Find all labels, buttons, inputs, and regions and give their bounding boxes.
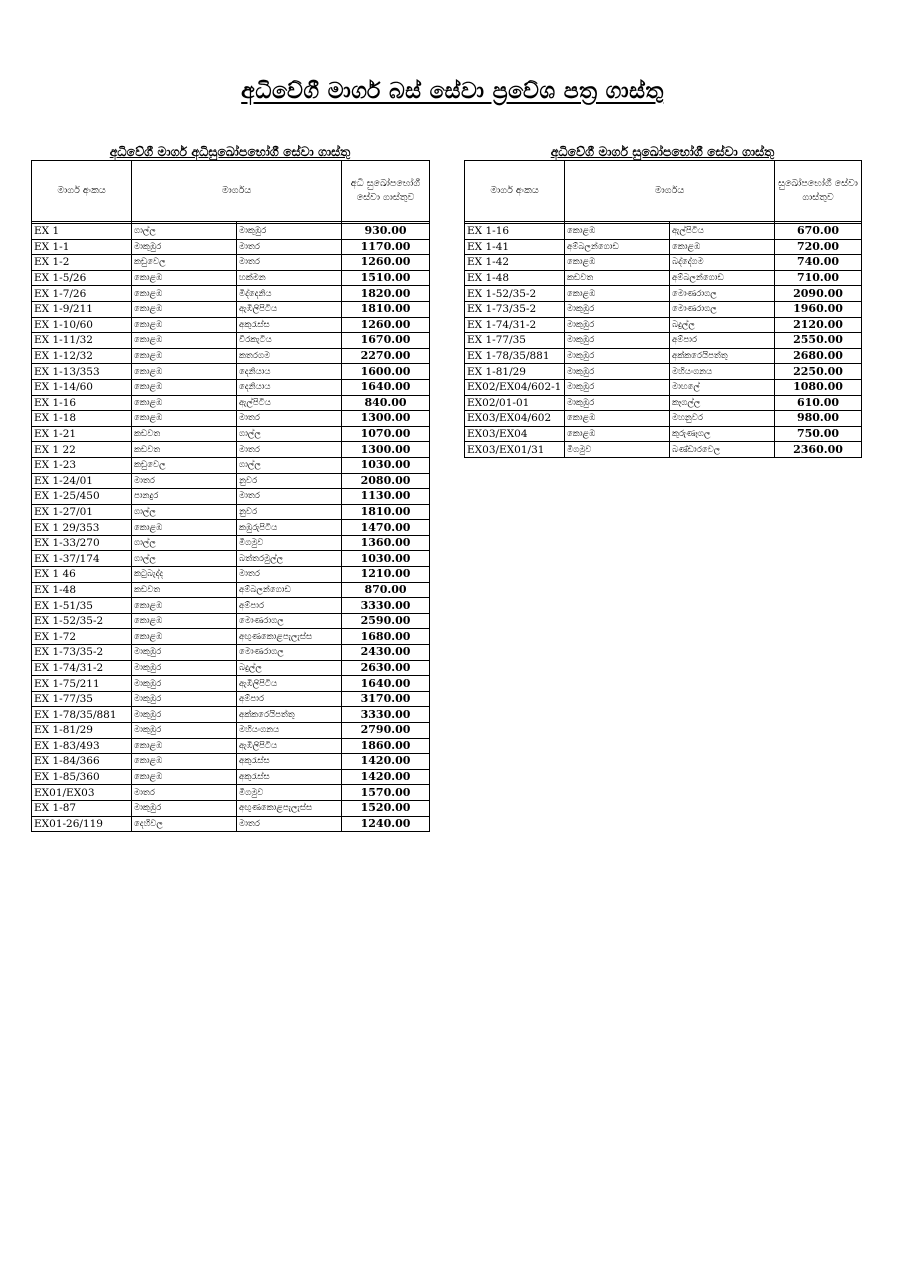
route-code-cell: EX 1-33/270 xyxy=(32,535,132,551)
table-row xyxy=(32,395,430,411)
table-row xyxy=(32,239,430,255)
route-to-cell: මහියංගනය xyxy=(237,723,342,739)
table-row xyxy=(465,270,862,286)
route-to-cell: කුරුණෑගල xyxy=(670,426,775,442)
route-to-cell: ඇල්පිටිය xyxy=(237,395,342,411)
route-from-cell: කඩවත xyxy=(565,270,670,286)
table-row xyxy=(32,333,430,349)
fare-cell: 2550.00 xyxy=(775,333,862,349)
table-row xyxy=(32,660,430,676)
route-from-cell: කොළඹ xyxy=(132,379,237,395)
luxury-table-body xyxy=(465,222,862,458)
fare-cell: 980.00 xyxy=(775,411,862,427)
route-code-cell: EX 1-10/60 xyxy=(32,317,132,333)
table-row xyxy=(465,255,862,271)
super-luxury-fare-table xyxy=(31,160,430,832)
route-from-cell: මාකුඹුර xyxy=(132,723,237,739)
table-row xyxy=(465,239,862,255)
route-code-cell: EX 1-74/31-2 xyxy=(465,317,565,333)
fare-cell: 1360.00 xyxy=(342,535,430,551)
route-to-cell: නුවර xyxy=(237,504,342,520)
header-route: මාර්ගය xyxy=(132,161,342,222)
table-row xyxy=(465,348,862,364)
route-to-cell: ඇඹිලිපිටිය xyxy=(237,301,342,317)
route-from-cell: කොළඹ xyxy=(565,255,670,271)
route-from-cell: කොළඹ xyxy=(565,286,670,302)
table-row xyxy=(32,551,430,567)
route-to-cell: අක්කරෙයිපත්තු xyxy=(237,707,342,723)
route-from-cell: කඩවත xyxy=(132,442,237,458)
fare-cell: 1260.00 xyxy=(342,255,430,271)
route-to-cell: අක්කරෙයිපත්තු xyxy=(670,348,775,364)
fare-cell: 1570.00 xyxy=(342,785,430,801)
route-code-cell: EX01/EX03 xyxy=(32,785,132,801)
fare-cell: 840.00 xyxy=(342,395,430,411)
route-to-cell: මොණරාගල xyxy=(237,613,342,629)
route-to-cell: අම්බලන්ගොඩ xyxy=(237,582,342,598)
route-code-cell: EX 1-84/366 xyxy=(32,754,132,770)
route-code-cell: EX03/EX01/31 xyxy=(465,442,565,458)
route-to-cell: මාතර xyxy=(237,567,342,583)
route-code-cell: EX 1-37/174 xyxy=(32,551,132,567)
route-code-cell: EX 1-12/32 xyxy=(32,348,132,364)
fare-cell: 750.00 xyxy=(775,426,862,442)
route-to-cell: මාතර xyxy=(237,255,342,271)
table-row xyxy=(32,504,430,520)
route-code-cell: EX 1-9/211 xyxy=(32,301,132,317)
route-code-cell: EX03/EX04 xyxy=(465,426,565,442)
table-row xyxy=(32,582,430,598)
table-row xyxy=(465,317,862,333)
fare-cell: 1640.00 xyxy=(342,676,430,692)
route-code-cell: EX 1-48 xyxy=(32,582,132,598)
route-from-cell: කොළඹ xyxy=(132,613,237,629)
header-route-no: මාර්ග අංකය xyxy=(32,161,132,222)
route-code-cell: EX 1-27/01 xyxy=(32,504,132,520)
fare-cell: 2080.00 xyxy=(342,473,430,489)
route-code-cell: EX 1-72 xyxy=(32,629,132,645)
route-to-cell: ඇඹිලිපිටිය xyxy=(237,738,342,754)
table-row xyxy=(32,723,430,739)
super-luxury-table-title: අධිවේගී මාර්ග අධිසුඛෝපභෝගී සේවා ගාස්තු xyxy=(109,144,351,159)
route-from-cell: කොළඹ xyxy=(132,333,237,349)
route-to-cell: දෙනියාය xyxy=(237,364,342,380)
table-row xyxy=(32,520,430,536)
route-to-cell: මීගමුව xyxy=(237,785,342,801)
table-row xyxy=(32,224,430,240)
table-row xyxy=(32,754,430,770)
route-from-cell: කොළඹ xyxy=(132,769,237,785)
route-from-cell: අම්බලන්ගොඩ xyxy=(565,239,670,255)
table-row xyxy=(32,411,430,427)
route-from-cell: ගාල්ල xyxy=(132,551,237,567)
route-to-cell: මාතර xyxy=(237,489,342,505)
route-to-cell: මහියංගනය xyxy=(670,364,775,380)
table-row xyxy=(32,286,430,302)
route-from-cell: කොළඹ xyxy=(132,754,237,770)
route-from-cell: මාකුඹුර xyxy=(132,691,237,707)
route-to-cell: කෑගල්ල xyxy=(670,395,775,411)
luxury-fare-table xyxy=(464,160,862,458)
route-to-cell: අකුරැස්ස xyxy=(237,754,342,770)
table-row xyxy=(32,785,430,801)
route-code-cell: EX 1-18 xyxy=(32,411,132,427)
fare-cell: 1520.00 xyxy=(342,800,430,816)
route-to-cell: ගාල්ල xyxy=(237,426,342,442)
route-from-cell: මාකුඹුර xyxy=(565,379,670,395)
route-to-cell: නුවර xyxy=(237,473,342,489)
route-code-cell: EX 1-23 xyxy=(32,457,132,473)
table-row xyxy=(465,224,862,240)
fare-cell: 2270.00 xyxy=(342,348,430,364)
route-code-cell: EX 1-77/35 xyxy=(32,691,132,707)
route-to-cell: කඹුරුපිටිය xyxy=(237,520,342,536)
route-code-cell: EX 1-52/35-2 xyxy=(465,286,565,302)
route-from-cell: කටුබැද්ද xyxy=(132,567,237,583)
route-from-cell: කොළඹ xyxy=(132,348,237,364)
table-row xyxy=(465,379,862,395)
fare-cell: 3330.00 xyxy=(342,707,430,723)
fare-cell: 1170.00 xyxy=(342,239,430,255)
table-row xyxy=(32,691,430,707)
fare-cell: 720.00 xyxy=(775,239,862,255)
route-code-cell: EX 1-24/01 xyxy=(32,473,132,489)
route-from-cell: මාකුඹුර xyxy=(132,645,237,661)
fare-cell: 1810.00 xyxy=(342,301,430,317)
route-to-cell: බණ්ඩාරවෙල xyxy=(670,442,775,458)
route-from-cell: පානදුර xyxy=(132,489,237,505)
route-code-cell: EX 1-81/29 xyxy=(32,723,132,739)
table-header-row xyxy=(465,161,862,222)
route-to-cell: අම්බලන්ගොඩ xyxy=(670,270,775,286)
fare-cell: 1860.00 xyxy=(342,738,430,754)
route-to-cell: අම්පාර xyxy=(237,691,342,707)
route-to-cell: මාතර xyxy=(237,411,342,427)
route-from-cell: කොළඹ xyxy=(132,286,237,302)
fare-cell: 2630.00 xyxy=(342,660,430,676)
table-row xyxy=(465,442,862,458)
fare-cell: 1300.00 xyxy=(342,442,430,458)
route-from-cell: කඩවත xyxy=(132,582,237,598)
route-to-cell: ඇඹිලිපිටිය xyxy=(237,676,342,692)
fare-cell: 1210.00 xyxy=(342,567,430,583)
fare-cell: 1080.00 xyxy=(775,379,862,395)
fare-cell: 1070.00 xyxy=(342,426,430,442)
route-from-cell: කොළඹ xyxy=(565,411,670,427)
route-code-cell: EX 1-73/35-2 xyxy=(32,645,132,661)
table-row xyxy=(465,333,862,349)
table-header-row xyxy=(32,161,430,222)
route-code-cell: EX 1 22 xyxy=(32,442,132,458)
route-to-cell: වීරකැටිය xyxy=(237,333,342,349)
route-from-cell: ගාල්ල xyxy=(132,504,237,520)
route-to-cell: ඇල්පිටිය xyxy=(670,224,775,240)
route-to-cell: බදුල්ල xyxy=(237,660,342,676)
route-to-cell: අඟුණකොළපැලැස්ස xyxy=(237,629,342,645)
table-row xyxy=(32,379,430,395)
route-to-cell: මහනුවර xyxy=(670,411,775,427)
route-to-cell: බද්දේගම xyxy=(670,255,775,271)
table-row xyxy=(32,676,430,692)
route-code-cell: EX 1-73/35-2 xyxy=(465,301,565,317)
route-code-cell: EX 1-21 xyxy=(32,426,132,442)
table-row xyxy=(32,645,430,661)
route-code-cell: EX 1-7/26 xyxy=(32,286,132,302)
route-code-cell: EX 1-78/35/881 xyxy=(465,348,565,364)
super-luxury-table-body xyxy=(32,222,430,832)
route-to-cell: අඟුණකොළපැලැස්ස xyxy=(237,800,342,816)
fare-cell: 670.00 xyxy=(775,224,862,240)
table-row xyxy=(32,769,430,785)
fare-cell: 2590.00 xyxy=(342,613,430,629)
fare-cell: 3330.00 xyxy=(342,598,430,614)
fare-cell: 1680.00 xyxy=(342,629,430,645)
route-from-cell: මාකුඹුර xyxy=(565,395,670,411)
route-code-cell: EX 1-42 xyxy=(465,255,565,271)
route-from-cell: ගාල්ල xyxy=(132,224,237,240)
route-from-cell: කොළඹ xyxy=(132,395,237,411)
route-to-cell: අම්පාර xyxy=(670,333,775,349)
route-code-cell: EX 1-5/26 xyxy=(32,270,132,286)
fare-cell: 1960.00 xyxy=(775,301,862,317)
route-from-cell: දෙහිවල xyxy=(132,816,237,832)
route-code-cell: EX 1-77/35 xyxy=(465,333,565,349)
fare-cell: 2430.00 xyxy=(342,645,430,661)
table-row xyxy=(32,426,430,442)
route-code-cell: EX 1-85/360 xyxy=(32,769,132,785)
fare-cell: 1420.00 xyxy=(342,754,430,770)
route-code-cell: EX 1-81/29 xyxy=(465,364,565,380)
table-row xyxy=(465,286,862,302)
route-to-cell: ගාල්ල xyxy=(237,457,342,473)
table-row xyxy=(32,629,430,645)
route-from-cell: මාකුඹුර xyxy=(132,676,237,692)
page-title: අධිවේගී මාර්ග බස් සේවා ප්‍රවේශ පත්‍ර ගාස්තු xyxy=(241,78,664,104)
route-from-cell: මාකුඹුර xyxy=(132,660,237,676)
route-to-cell: හක්මන xyxy=(237,270,342,286)
fare-cell: 870.00 xyxy=(342,582,430,598)
route-from-cell: කොළඹ xyxy=(565,426,670,442)
route-code-cell: EX 1-78/35/881 xyxy=(32,707,132,723)
table-row xyxy=(32,800,430,816)
route-from-cell: කොළඹ xyxy=(132,301,237,317)
table-row xyxy=(32,567,430,583)
fare-cell: 1470.00 xyxy=(342,520,430,536)
route-from-cell: කොළඹ xyxy=(132,317,237,333)
header-fare: අධි සුඛෝපභෝගී සේවා ගාස්තුව xyxy=(342,161,430,222)
route-to-cell: මොණරාගල xyxy=(670,286,775,302)
table-row xyxy=(465,411,862,427)
route-code-cell: EX 1-87 xyxy=(32,800,132,816)
route-to-cell: මාකුඹුර xyxy=(237,224,342,240)
route-to-cell: මොණරාගල xyxy=(237,645,342,661)
table-row xyxy=(32,364,430,380)
fare-cell: 1130.00 xyxy=(342,489,430,505)
fare-cell: 1600.00 xyxy=(342,364,430,380)
fare-cell: 2120.00 xyxy=(775,317,862,333)
route-from-cell: මාකුඹුර xyxy=(565,348,670,364)
route-to-cell: බත්තරමුල්ල xyxy=(237,551,342,567)
header-route-no: මාර්ග අංකය xyxy=(465,161,565,222)
table-row xyxy=(32,535,430,551)
route-code-cell: EX 1-11/32 xyxy=(32,333,132,349)
fare-cell: 1030.00 xyxy=(342,457,430,473)
route-code-cell: EX 1 29/353 xyxy=(32,520,132,536)
header-route: මාර්ගය xyxy=(565,161,775,222)
route-from-cell: කොළඹ xyxy=(132,629,237,645)
route-from-cell: මාකුඹුර xyxy=(565,333,670,349)
fare-cell: 1420.00 xyxy=(342,769,430,785)
table-row xyxy=(32,442,430,458)
route-from-cell: කොළඹ xyxy=(132,411,237,427)
route-from-cell: කොළඹ xyxy=(132,738,237,754)
route-code-cell: EX02/01-01 xyxy=(465,395,565,411)
route-to-cell: අකුරැස්ස xyxy=(237,317,342,333)
route-to-cell: කොළඹ xyxy=(670,239,775,255)
route-code-cell: EX 1-13/353 xyxy=(32,364,132,380)
fare-cell: 1820.00 xyxy=(342,286,430,302)
route-code-cell: EX 1-74/31-2 xyxy=(32,660,132,676)
route-code-cell: EX01-26/119 xyxy=(32,816,132,832)
luxury-table-title: අධිවේගී මාර්ග සුඛෝපභෝගී සේවා ගාස්තු xyxy=(550,144,775,159)
fare-cell: 1640.00 xyxy=(342,379,430,395)
fare-cell: 2680.00 xyxy=(775,348,862,364)
fare-cell: 710.00 xyxy=(775,270,862,286)
table-row xyxy=(32,707,430,723)
route-to-cell: මාතර xyxy=(237,816,342,832)
route-from-cell: මාකුඹුර xyxy=(565,317,670,333)
table-row xyxy=(465,426,862,442)
fare-cell: 2790.00 xyxy=(342,723,430,739)
fare-cell: 1510.00 xyxy=(342,270,430,286)
table-row xyxy=(32,457,430,473)
route-code-cell: EX 1-48 xyxy=(465,270,565,286)
fare-cell: 1030.00 xyxy=(342,551,430,567)
table-row xyxy=(32,598,430,614)
route-from-cell: කොළඹ xyxy=(132,598,237,614)
route-from-cell: කඩුවෙල xyxy=(132,457,237,473)
route-to-cell: මීගමුව xyxy=(237,535,342,551)
fare-cell: 1260.00 xyxy=(342,317,430,333)
fare-cell: 1670.00 xyxy=(342,333,430,349)
route-from-cell: මාකුඹුර xyxy=(565,364,670,380)
table-row xyxy=(32,317,430,333)
fare-cell: 610.00 xyxy=(775,395,862,411)
fare-cell: 930.00 xyxy=(342,224,430,240)
route-code-cell: EX03/EX04/602 xyxy=(465,411,565,427)
route-from-cell: මාතර xyxy=(132,473,237,489)
table-row xyxy=(32,489,430,505)
route-from-cell: කොළඹ xyxy=(132,364,237,380)
header-fare: සුඛෝපභෝගී සේවා ගාස්තුව xyxy=(775,161,862,222)
route-from-cell: මාකුඹුර xyxy=(565,301,670,317)
route-from-cell: මාකුඹුර xyxy=(132,800,237,816)
route-code-cell: EX 1-41 xyxy=(465,239,565,255)
route-from-cell: මාතර xyxy=(132,785,237,801)
table-row xyxy=(465,395,862,411)
fare-cell: 1810.00 xyxy=(342,504,430,520)
route-to-cell: මාතර xyxy=(237,442,342,458)
route-from-cell: කොළඹ xyxy=(132,270,237,286)
route-code-cell: EX 1-52/35-2 xyxy=(32,613,132,629)
route-from-cell: කඩවත xyxy=(132,426,237,442)
route-to-cell: මාහලේ xyxy=(670,379,775,395)
route-to-cell: බදුල්ල xyxy=(670,317,775,333)
table-row xyxy=(465,364,862,380)
fare-cell: 2090.00 xyxy=(775,286,862,302)
route-from-cell: කොළඹ xyxy=(565,224,670,240)
fare-cell: 1240.00 xyxy=(342,816,430,832)
route-from-cell: කඩුවෙල xyxy=(132,255,237,271)
table-row xyxy=(32,473,430,489)
route-from-cell: මාකුඹුර xyxy=(132,707,237,723)
route-code-cell: EX 1-25/450 xyxy=(32,489,132,505)
route-from-cell: කොළඹ xyxy=(132,520,237,536)
route-to-cell: මාතර xyxy=(237,239,342,255)
route-from-cell: ගාල්ල xyxy=(132,535,237,551)
route-code-cell: EX 1-14/60 xyxy=(32,379,132,395)
table-row xyxy=(465,301,862,317)
table-row xyxy=(32,301,430,317)
table-row xyxy=(32,816,430,832)
route-code-cell: EX 1-1 xyxy=(32,239,132,255)
route-to-cell: මොණරාගල xyxy=(670,301,775,317)
table-row xyxy=(32,738,430,754)
fare-cell: 2360.00 xyxy=(775,442,862,458)
table-row xyxy=(32,348,430,364)
route-code-cell: EX02/EX04/602-1 xyxy=(465,379,565,395)
table-row xyxy=(32,613,430,629)
route-to-cell: අම්පාර xyxy=(237,598,342,614)
fare-cell: 3170.00 xyxy=(342,691,430,707)
route-code-cell: EX 1-83/493 xyxy=(32,738,132,754)
table-row xyxy=(32,270,430,286)
route-code-cell: EX 1 xyxy=(32,224,132,240)
fare-cell: 740.00 xyxy=(775,255,862,271)
route-code-cell: EX 1 46 xyxy=(32,567,132,583)
route-code-cell: EX 1-75/211 xyxy=(32,676,132,692)
route-code-cell: EX 1-16 xyxy=(32,395,132,411)
route-to-cell: මිද්දෙනිය xyxy=(237,286,342,302)
fare-cell: 1300.00 xyxy=(342,411,430,427)
table-row xyxy=(32,255,430,271)
route-code-cell: EX 1-51/35 xyxy=(32,598,132,614)
route-to-cell: දෙනියාය xyxy=(237,379,342,395)
route-to-cell: අකුරැස්ස xyxy=(237,769,342,785)
route-code-cell: EX 1-16 xyxy=(465,224,565,240)
route-code-cell: EX 1-2 xyxy=(32,255,132,271)
route-to-cell: කතරගම xyxy=(237,348,342,364)
fare-cell: 2250.00 xyxy=(775,364,862,380)
route-from-cell: මාකුඹුර xyxy=(132,239,237,255)
route-from-cell: මීගමුව xyxy=(565,442,670,458)
